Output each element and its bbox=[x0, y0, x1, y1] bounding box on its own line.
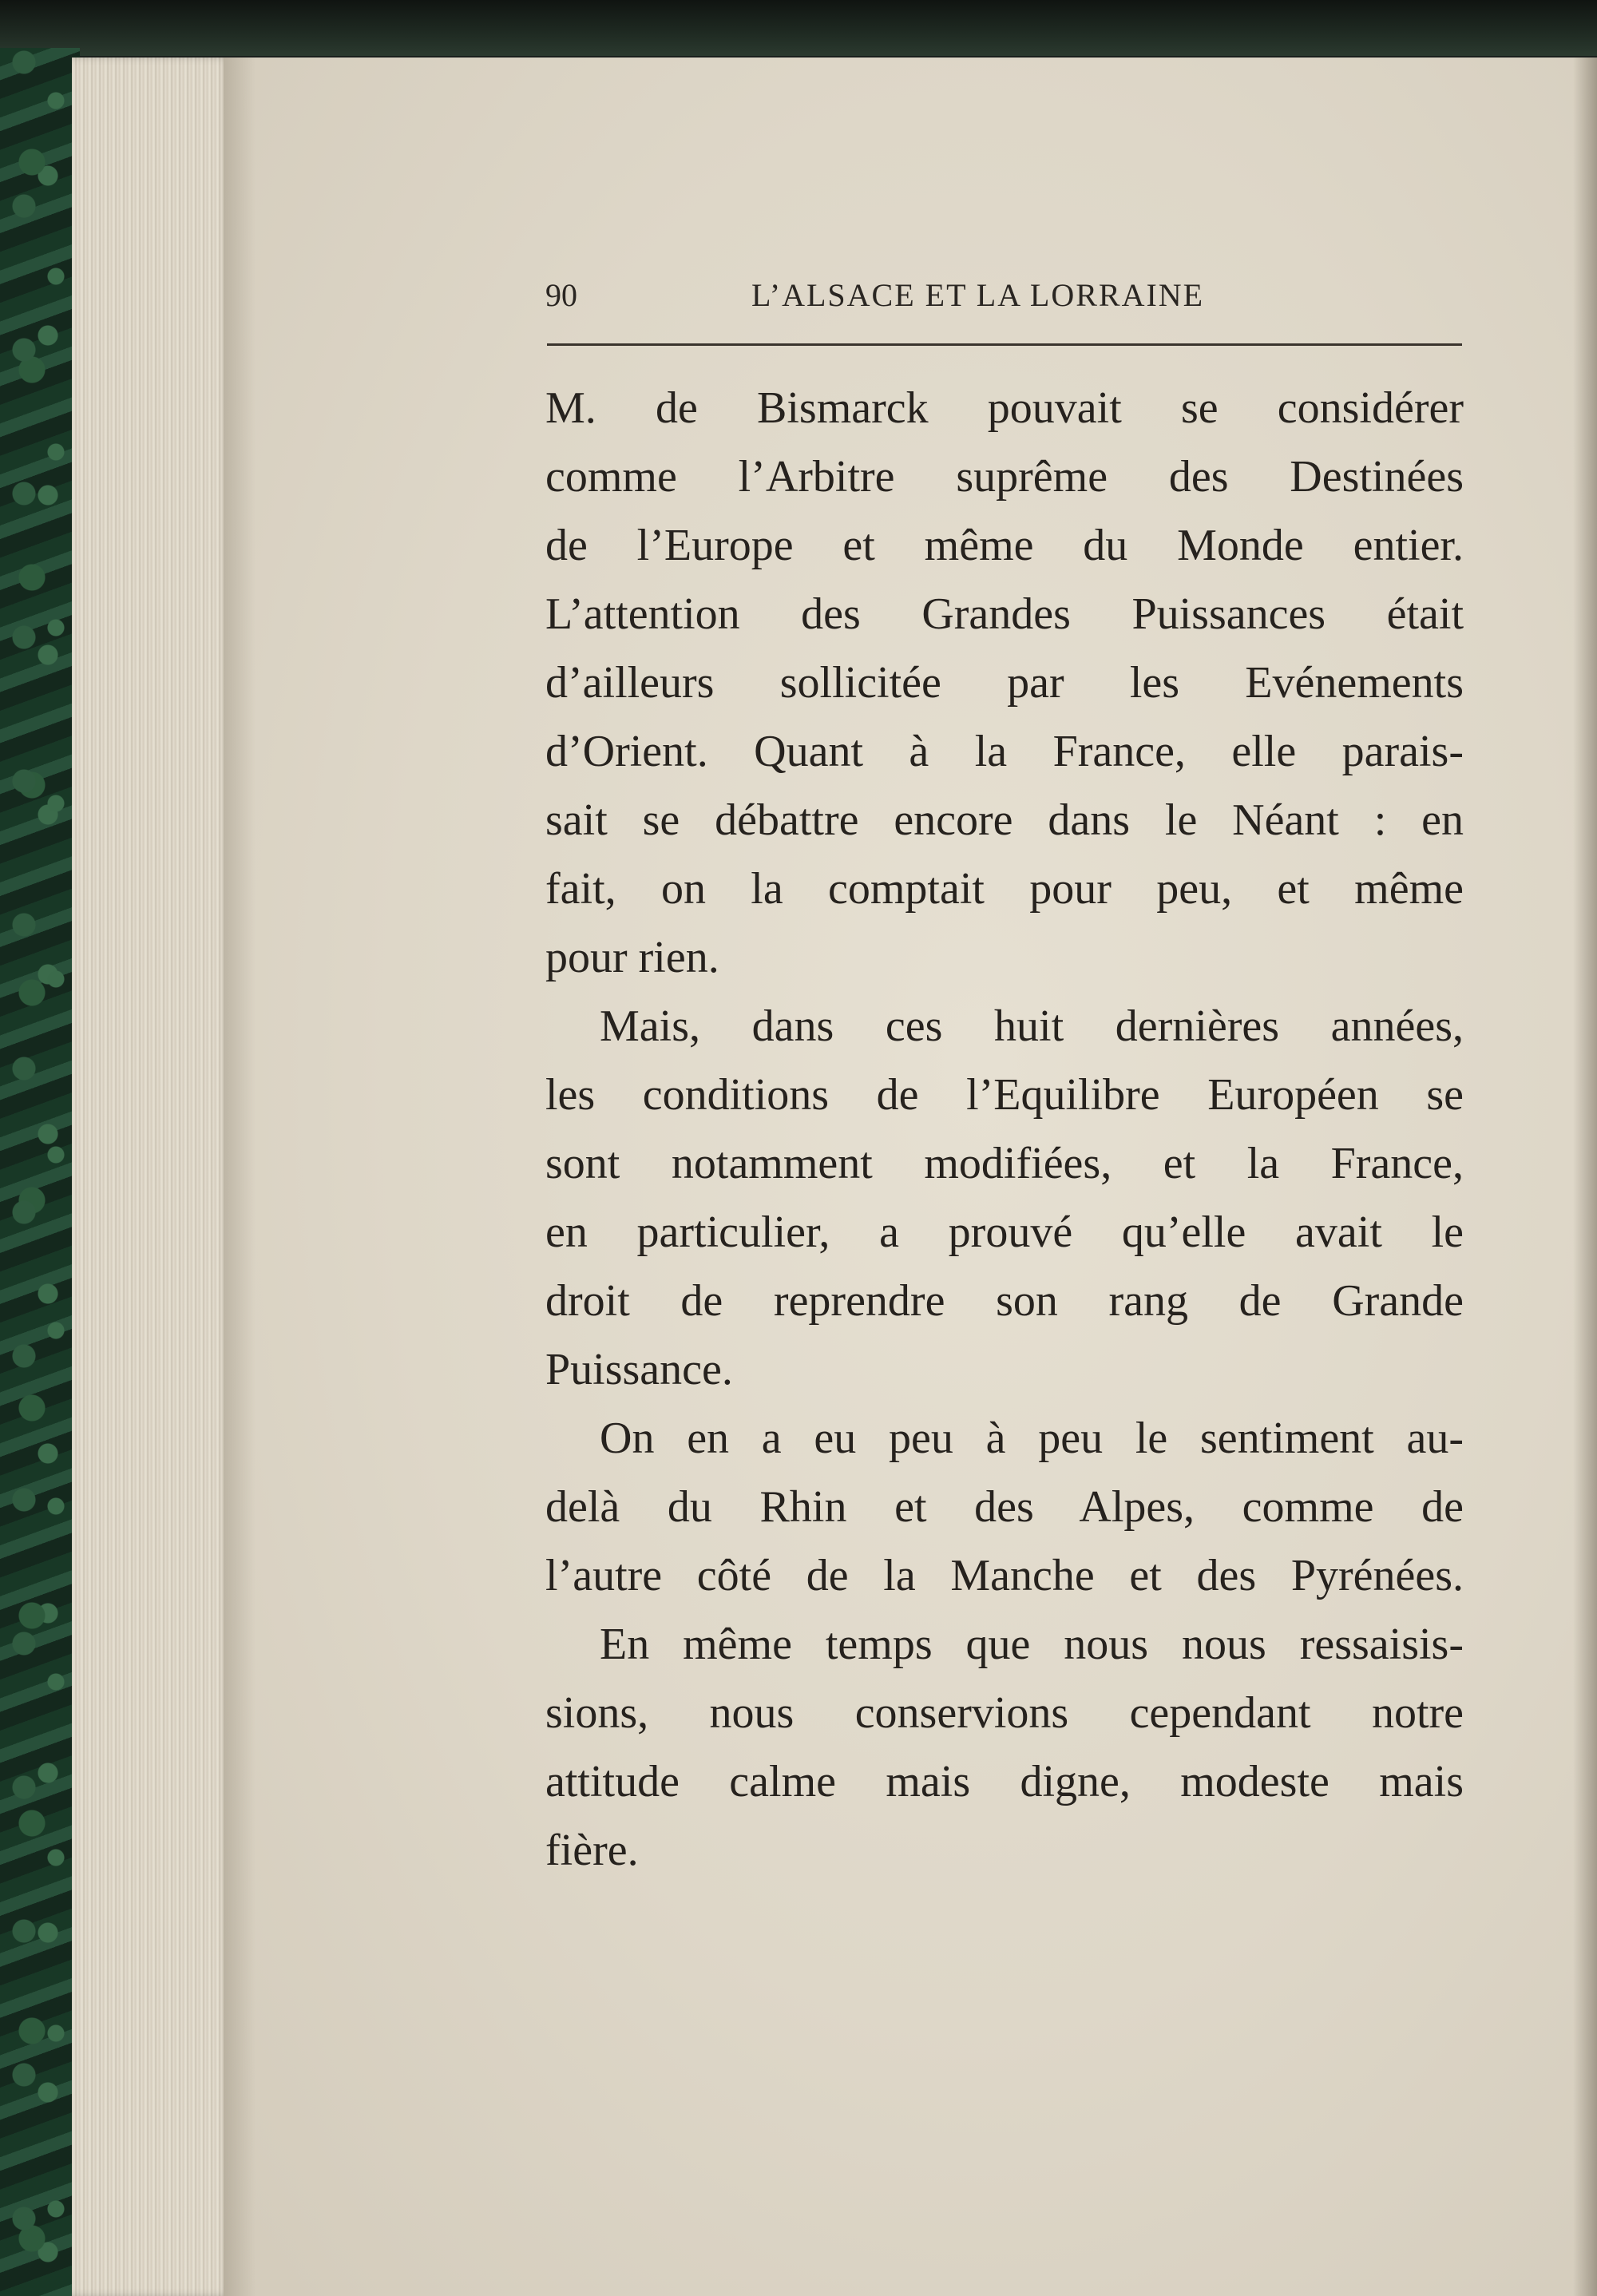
text-line: sait se débattre encore dans le Néant : en bbox=[545, 795, 1464, 845]
running-head bbox=[545, 276, 1464, 324]
text-line: les conditions de l’Equilibre Européen se bbox=[545, 1070, 1464, 1120]
page-right-shadow bbox=[1573, 57, 1597, 2296]
text-line: de l’Europe et même du Monde entier. bbox=[545, 521, 1464, 570]
marbled-cover-edge bbox=[0, 48, 80, 2296]
text-line: sont notamment modifiées, et la France, bbox=[545, 1139, 1464, 1188]
text-line: droit de reprendre son rang de Grande bbox=[545, 1276, 1464, 1326]
text-line: En même temps que nous nous ressaisis- bbox=[600, 1620, 1464, 1669]
text-line: fière. bbox=[545, 1826, 639, 1875]
header-rule bbox=[547, 343, 1462, 346]
text-line: l’autre côté de la Manche et des Pyrénées. bbox=[545, 1551, 1464, 1600]
page-stack-edge bbox=[72, 57, 232, 2296]
text-line: fait, on la comptait pour peu, et même bbox=[545, 864, 1464, 914]
text-line: On en a eu peu à peu le sentiment au- bbox=[600, 1414, 1464, 1463]
text-line: en particulier, a prouvé qu’elle avait le bbox=[545, 1207, 1464, 1257]
gutter-shadow bbox=[224, 57, 256, 2296]
text-line: Mais, dans ces huit dernières années, bbox=[600, 1001, 1464, 1051]
page-number: 90 bbox=[545, 277, 577, 313]
text-line: M. de Bismarck pouvait se considérer bbox=[545, 383, 1464, 433]
text-line: sions, nous conservions cependant notre bbox=[545, 1688, 1464, 1738]
binding-top-edge bbox=[0, 0, 1597, 56]
text-line: pour rien. bbox=[545, 933, 719, 982]
text-line: attitude calme mais digne, modeste mais bbox=[545, 1757, 1464, 1806]
text-line: L’attention des Grandes Puissances était bbox=[545, 589, 1464, 639]
text-line: comme l’Arbitre suprême des Destinées bbox=[545, 452, 1464, 502]
body-text bbox=[545, 374, 1464, 1885]
running-title: L’ALSACE ET LA LORRAINE bbox=[751, 277, 1205, 313]
text-line: delà du Rhin et des Alpes, comme de bbox=[545, 1482, 1464, 1532]
text-line: Puissance. bbox=[545, 1345, 733, 1394]
text-line: d’Orient. Quant à la France, elle parais- bbox=[545, 727, 1464, 776]
text-line: d’ailleurs sollicitée par les Evénements bbox=[545, 658, 1464, 708]
